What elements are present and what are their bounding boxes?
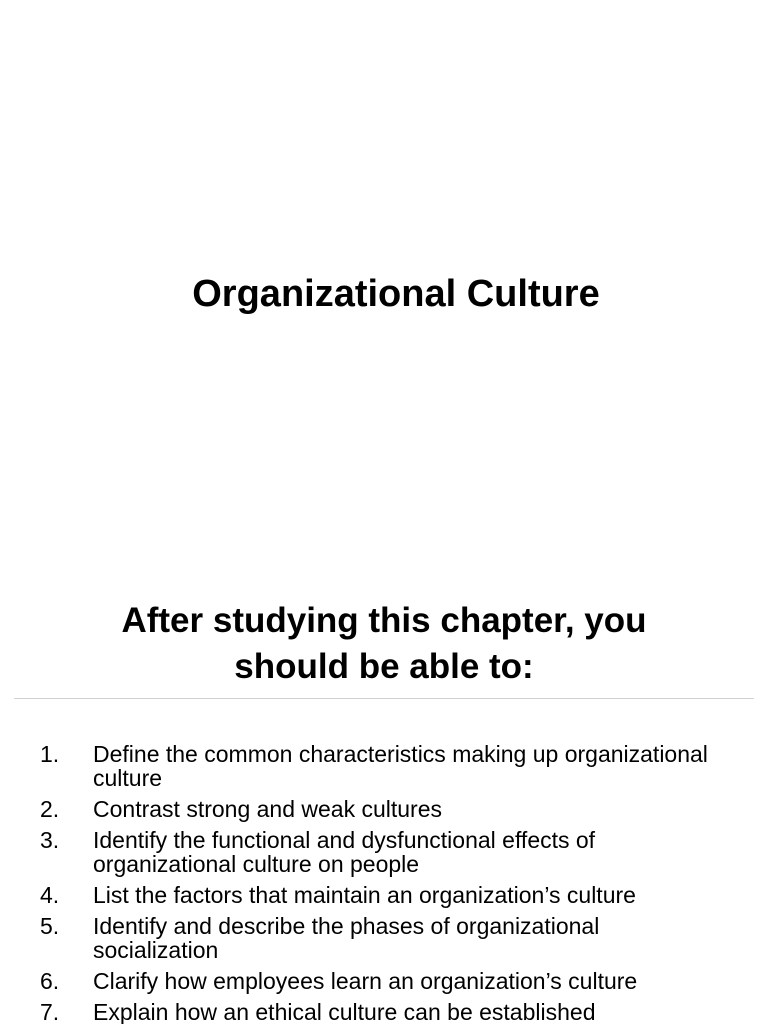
objective-item bbox=[0, 742, 768, 790]
objectives-slide bbox=[0, 578, 768, 1024]
objectives-list bbox=[0, 742, 768, 1024]
objective-text: Clarify how employees learn an organization’s culture bbox=[93, 968, 638, 994]
objective-text: Identify the functional and dysfunctional effects of organizational culture on people bbox=[93, 827, 596, 877]
objectives-heading bbox=[0, 598, 768, 690]
objective-number: 2. bbox=[40, 796, 60, 822]
objective-text: Define the common characteristics making up organizational culture bbox=[93, 741, 708, 791]
objective-number: 4. bbox=[40, 882, 60, 908]
heading-divider bbox=[14, 698, 754, 699]
slide-title: Organizational Culture bbox=[192, 273, 600, 315]
objective-item bbox=[0, 828, 768, 876]
objective-number: 1. bbox=[40, 741, 60, 767]
objective-number: 7. bbox=[40, 999, 60, 1024]
objective-number: 3. bbox=[40, 827, 60, 853]
objective-text: Contrast strong and weak cultures bbox=[93, 796, 443, 822]
objective-item bbox=[0, 969, 768, 993]
objective-text: Identify and describe the phases of organizational socialization bbox=[93, 913, 600, 963]
objective-item bbox=[0, 1000, 768, 1024]
objectives-heading-line-2: should be able to: bbox=[234, 647, 534, 686]
objectives-heading-line-1: After studying this chapter, you bbox=[121, 601, 647, 640]
objective-number: 6. bbox=[40, 968, 60, 994]
objective-text: Explain how an ethical culture can be established bbox=[93, 999, 596, 1024]
objective-item bbox=[0, 883, 768, 907]
objective-item bbox=[0, 797, 768, 821]
objective-item bbox=[0, 914, 768, 962]
objective-text: List the factors that maintain an organization’s culture bbox=[93, 882, 636, 908]
objective-number: 5. bbox=[40, 913, 60, 939]
